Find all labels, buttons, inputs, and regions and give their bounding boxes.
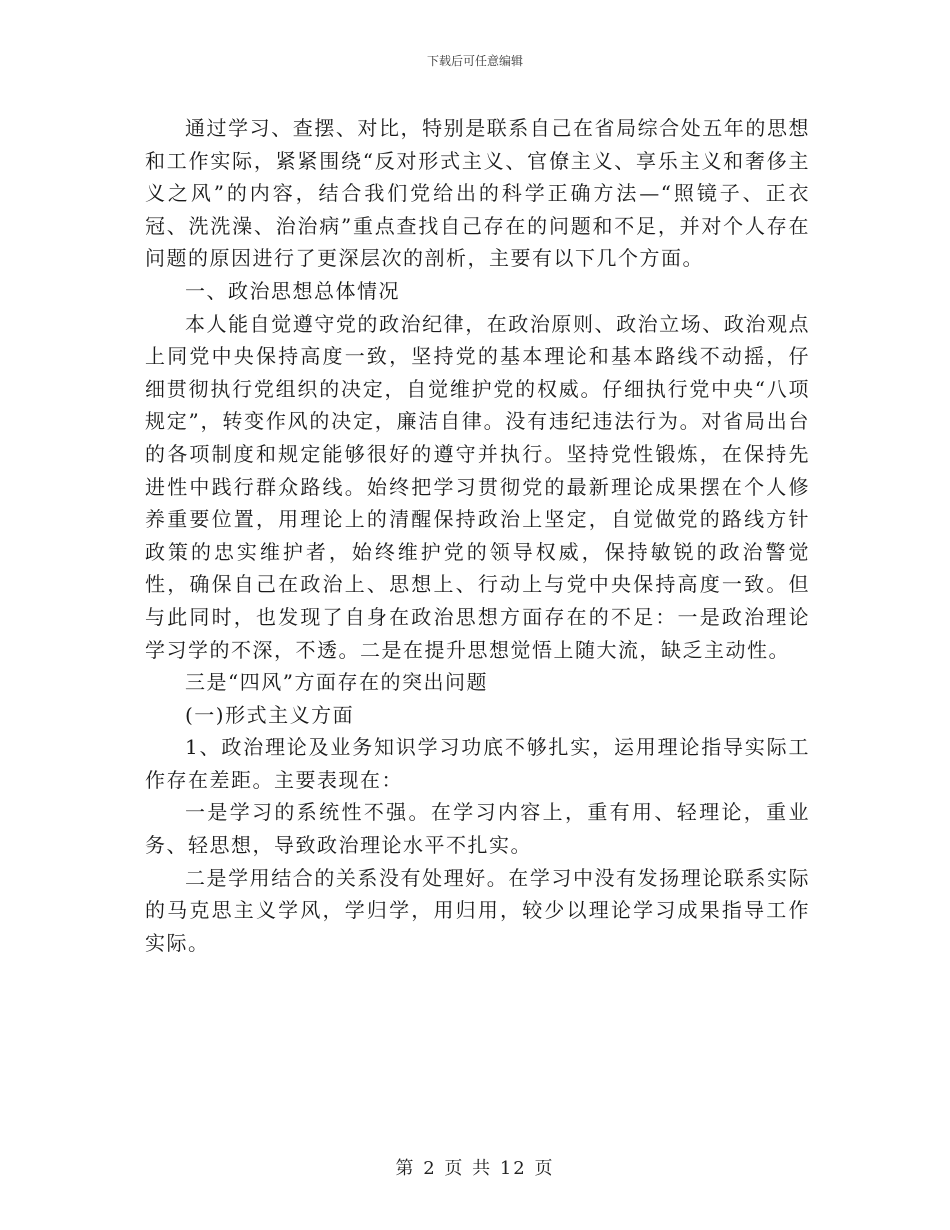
page-footer: 第 2 页 共 12 页	[395, 1158, 555, 1179]
paragraph-political: 本人能自觉遵守党的政治纪律，在政治原则、政治立场、政治观点上同党中央保持高度一致，坚持党的基本理论和基本路线不动摇，仔细贯彻执行党组织的决定，自觉维护党的权威。仔细执行党中央“八项规定”，转变作风的决定，廉洁自律。没有违纪违法行为。对省局出台的各项制度和规定能够很好的遵守并执行。坚持党性锻炼，在保持先进性中践行群众路线。始终把学习贯彻党的最新理论成果摆在个人修养重要位置，用理论上的清醒保持政治上坚定，自觉做党的路线方针政策的忠实维护者，始终维护党的领导权威，保持敏锐的政治警觉性，确保自己在政治上、思想上、行动上与党中央保持高度一致。但与此同时，也发现了自身在政治思想方面存在的不足：一是政治理论学习学的不深，不透。二是在提升思想觉悟上随大流，缺乏主动性。	[145, 311, 810, 662]
page-header: 下载后可任意编辑	[426, 54, 523, 68]
document-body	[145, 112, 810, 959]
paragraph-intro: 通过学习、查摆、对比，特别是联系自己在省局综合处五年的思想和工作实际，紧紧围绕“反对形式主义、官僚主义、享乐主义和奢侈主义之风”的内容，结合我们党给出的科学正确方法—“照镜子、正衣冠、洗洗澡、治治病”重点查找自己存在的问题和不足，并对个人存在问题的原因进行了更深层次的剖析，主要有以下几个方面。	[145, 116, 810, 271]
paragraph-point-2: 二是学用结合的关系没有处理好。在学习中没有发扬理论联系实际的马克思主义学风，学归学，用归用，较少以理论学习成果指导工作实际。	[145, 865, 810, 955]
section-heading-four-winds: 三是“四风”方面存在的突出问题	[185, 670, 488, 695]
paragraph-point-1: 一是学习的系统性不强。在学习内容上，重有用、轻理论，重业务、轻思想，导致政治理论水平不扎实。	[145, 800, 810, 858]
section-heading-political: 一、政治思想总体情况	[185, 278, 400, 303]
paragraph-item-1: 1、政治理论及业务知识学习功底不够扎实，运用理论指导实际工作存在差距。主要表现在：	[145, 735, 810, 792]
subsection-heading-formalism: (一)形式主义方面	[185, 702, 355, 727]
